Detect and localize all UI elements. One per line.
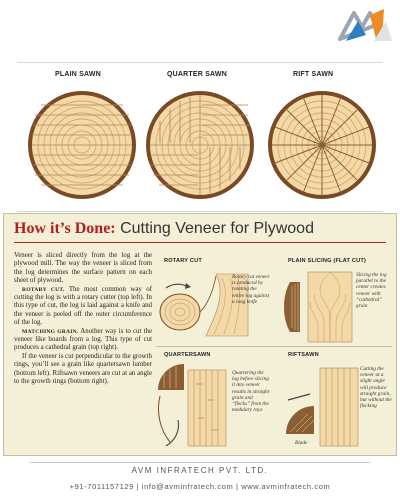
blade-label: Blade [295,440,308,446]
headline-rule [14,242,386,243]
quartersawn-caption: Quartering the log before slicing it into veneer results in straight grain and “flecks” from the medulary rays [232,370,270,414]
quartersawn-title: QUARTERSAWN [164,352,211,358]
footer-contact-info: +91-7011157129 | info@avminfratech.com | www.avminfratech.com [69,482,331,491]
quarter-sawn-title: QUARTER SAWN [167,71,227,78]
plain-sawn-title: PLAIN SAWN [55,71,101,78]
riftsawn-caption: Cutting the veneer at a slight angle will produce straight grain, but without the flecking [360,366,392,410]
article-body [14,252,152,387]
footer-divider [30,462,370,463]
article-paragraph: ROTARY CUT. The most common way of cutting the log is with a rotary cutter (top left). In this type of cut, the log is laid against a knife and the veneer is peeled off the outer circumference of the log. [14,285,153,327]
footer-company-name: AVM INFRATECH PVT. LTD. [131,466,269,475]
quarter-sawn-log-diagram [145,85,255,205]
riftsawn-title: RIFTSAWN [288,352,319,358]
article-paragraph: MATCHING GRAIN. Another way is to cut the veneer like boards from a log. This type of cut produces a cathedral grain (top right). [14,327,152,352]
plain-slicing-caption: Slicing the log parallel to the center creates veneer with “cathedral” grain [356,272,387,310]
rift-sawn-log-diagram [267,85,377,205]
brand-logo-icon [336,5,396,45]
headline-bold: How it’s Done: [14,220,116,237]
sawn-types-panel [17,62,383,212]
riftsawn-diagram [284,360,364,450]
rotary-cut-title: ROTARY CUT [164,258,202,264]
headline-rest: Cutting Veneer for Plywood [115,220,314,237]
plain-sawn-log-diagram [27,85,137,205]
article-headline [14,220,314,238]
veneer-cutting-panel [3,213,397,456]
plain-slicing-title: PLAIN SLICING (FLAT CUT) [288,258,367,264]
section-divider [156,346,392,347]
rotary-cut-caption: Rotary cut veneer is produced by rotating the entire log against a long knife [232,274,270,305]
article-paragraph: Veneer is sliced directly from the log at the plywood mill. The way the veneer is sliced from the log determines the surface pattern on each sheet of plywood. [14,252,152,285]
plain-slicing-diagram [284,266,364,344]
article-paragraph: If the veneer is cut perpendicular to the growth rings, you’ll see a grain like quartersawn lumber (bottom left). Riftsawn veneers are cut at an angle to the growth rings (bottom right). [14,352,152,386]
rift-sawn-title: RIFT SAWN [293,71,334,78]
